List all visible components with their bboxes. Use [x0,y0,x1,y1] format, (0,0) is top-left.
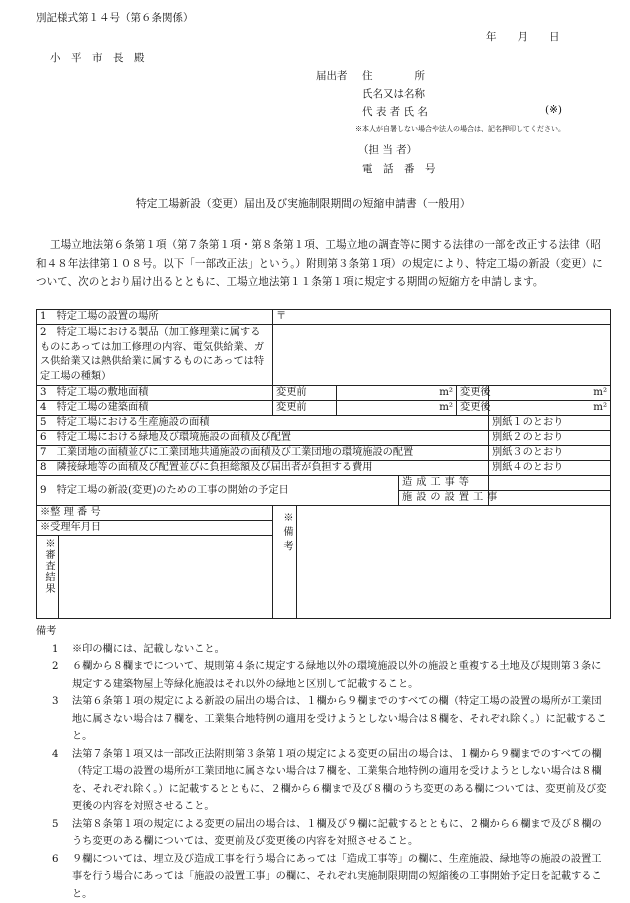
row-industrial-park [37,446,611,461]
remarks-label: ※備考 [273,506,297,619]
name-label: 氏名又は名称 [362,88,425,100]
production-area-value: 別紙１のとおり [489,416,611,431]
row-product [37,325,611,386]
green-area-value: 別紙２のとおり [489,431,611,446]
installation-work-label: 施設の設置工事 [399,491,489,506]
construction-work-date-field[interactable] [489,476,611,491]
phone-label: 電 話 番 号 [362,163,436,175]
adjacent-green-label: 8 隣接緑地等の面積及び配置並びに負担総額及び届出者が負担する費用 [37,461,489,476]
building-area-label: 4 特定工場の建築面積 [37,401,273,416]
unit-label: m² [593,387,608,398]
seal-note: ※本人が自署しない場合や法人の場合は、記名押印してください。 [355,125,565,133]
note-item: 2 ６欄から８欄までについて、規則第４条に規定する緑地以外の環境施設以外の施設と重複する土地及び規則第３条に規定する建築物屋上等緑化施設はそれ以外の緑地と区別して記載すること。 [52,661,602,690]
industrial-park-label: 7 工業団地の面積並びに工業団地共通施設の面積及び工業団地の環境施設の配置 [37,446,489,461]
notes-section [36,623,610,903]
application-table [36,309,611,619]
row-adjacent-green [37,461,611,476]
start-date-label: 9 特定工場の新設(変更)のための工事の開始の予定日 [37,476,399,506]
location-label: 1 特定工場の設置の場所 [37,310,273,325]
date-label: 年 月 日 [486,31,560,43]
seal-mark: (※) [545,104,562,116]
row-site-area [37,386,611,401]
green-area-label: 6 特定工場における緑地及び環境施設の面積及び配置 [37,431,489,446]
site-area-before-label: 変更前 [273,386,337,401]
site-area-label: 3 特定工場の敷地面積 [37,386,273,401]
row-start-date [37,476,611,491]
review-result-label: ※審査結果 [37,536,59,619]
building-area-before-label: 変更前 [273,401,337,416]
note-item: 4 法第７条第１項又は一部改正法附則第３条第１項の規定による変更の届出の場合は、１欄から９欄までのすべての欄（特定工場の設置の場所が工業団地に属さない場合は７欄を、工業集合地特例の適用を受けようとしない場合は８欄を、それぞれ除く。）に記載するとともに、２欄から６欄まで及び８欄のうち変更のある欄については、変更前及び変更後の内容を対照させること。 [52,748,607,812]
representative-label: 代 表 者 氏 名 [362,106,428,118]
row-reference-number [37,506,611,521]
row-production-area [37,416,611,431]
note-item: 6 ９欄については、埋立及び造成工事を行う場合にあっては「造成工事等」の欄に、生産施設、緑地等の施設の設置工事を行う場合にあっては「施設の設置工事」の欄に、それぞれ実施制限期間の短縮後の工事開始予定日を記載すること。 [52,853,602,900]
adjacent-green-value: 別紙４のとおり [489,461,611,476]
building-area-before-field[interactable] [337,401,457,416]
intro-paragraph: 工場立地法第６条第１項（第７条第１項・第８条第１項、工場立地の調査等に関する法律の一部を改正する法律（昭和４８年法律第１０８号。以下「一部改正法」という。）附則第３条第１項）の規定により、特定工場の新設（変更）について、次のとおり届け出るとともに、工場立地法第１１条第１項に規定する期間の短縮方を申請します。 [36,239,603,288]
industrial-park-value: 別紙３のとおり [489,446,611,461]
row-location [37,310,611,325]
review-result-field [59,536,273,619]
unit-label: m² [439,387,454,398]
site-area-before-field[interactable] [337,386,457,401]
installation-work-date-field[interactable] [489,491,611,506]
unit-label: m² [593,402,608,413]
product-label: 2 特定工場における製品（加工修理業に属するものにあっては加工修理の内容、電気供給業、ガス供給業又は熱供給業に属するものにあっては特定工場の種類） [37,325,273,386]
receipt-date-label: ※受理年月日 [37,521,273,536]
construction-work-label: 造成工事等 [399,476,489,491]
row-building-area [37,401,611,416]
row-green-area [37,431,611,446]
notes-heading: 備考 [36,626,57,637]
production-area-label: 5 特定工場における生産施設の面積 [37,416,489,431]
site-area-after-label: 変更後 [457,386,489,401]
note-item: 1 ※印の欄には、記載しないこと。 [52,643,225,655]
remarks-field [297,506,611,619]
postal-mark: 〒 [276,311,287,322]
building-area-after-label: 変更後 [457,401,489,416]
site-area-after-field[interactable] [489,386,611,401]
address-label: 住 所 [362,70,425,82]
product-field[interactable] [273,325,611,386]
addressee: 小 平 市 長 殿 [50,52,145,64]
unit-label: m² [439,402,454,413]
note-item: 3 法第６条第１項の規定による新設の届出の場合は、１欄から９欄までのすべての欄（特定工場の設置の場所が工業団地に属さない場合は７欄を、工業集合地特例の適用を受けようとしない場合は８欄を、それぞれ除く。）に記載すること。 [52,696,607,742]
submitter-label: 届出者 [316,70,348,82]
location-field[interactable] [273,310,611,325]
building-area-after-field[interactable] [489,401,611,416]
person-in-charge-label: （担 当 者） [358,144,418,156]
form-number: 別記様式第１４号（第６条関係） [36,12,194,24]
document-title: 特定工場新設（変更）届出及び実施制限期間の短縮申請書（一般用） [136,197,471,210]
reference-number-label: ※整 理 番 号 [37,506,273,521]
note-item: 5 法第８条第１項の規定による変更の届出の場合は、１欄及び９欄に記載するとともに、２欄から６欄まで及び８欄のうち変更のある欄については、変更前及び変更後の内容を対照させること。 [52,818,602,847]
